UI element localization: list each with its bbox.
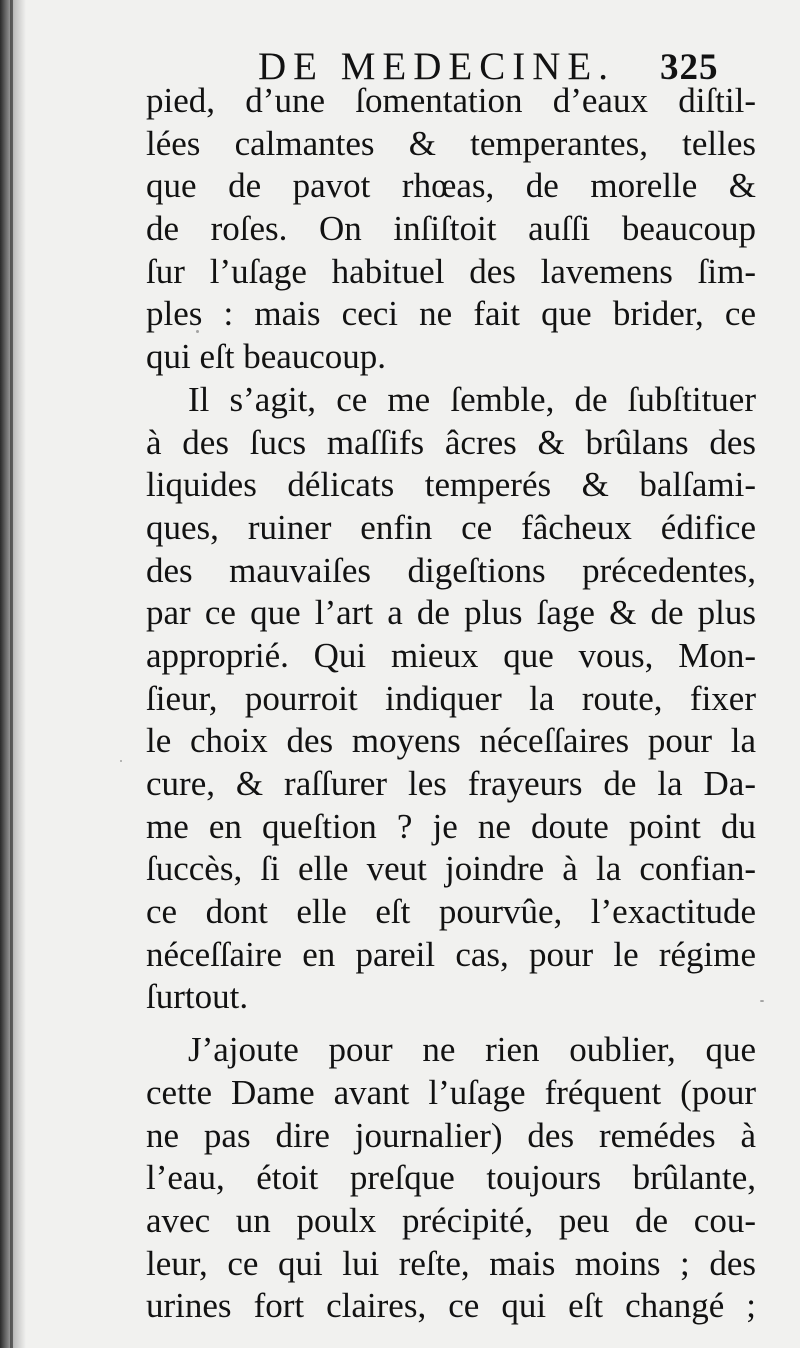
text-line: le choix des moyens néceſſaires pour la	[146, 721, 756, 761]
text-line: qui eſt beaucoup.	[146, 337, 387, 377]
text-line: cure, & raſſurer les frayeurs de la Da-	[146, 764, 756, 803]
text-line: lées calmantes & temperantes, telles	[146, 123, 756, 163]
text-line: ſur l’uſage habituel des lavemens ſim-	[146, 251, 756, 291]
text-line: à des ſucs maſſifs âcres & brûlans des	[146, 422, 756, 462]
text-line: néceſſaire en pareil cas, pour le régime	[146, 934, 756, 974]
text-line: urines fort claires, ce qui eſt changé ;	[146, 1286, 756, 1326]
text-line: pied, d’une ſomentation d’eaux diſtil-	[146, 81, 756, 120]
text-line: de roſes. On inſiſtoit auſſi beaucoup	[146, 209, 756, 249]
text-line: ne pas dire journalier) des remédes à	[146, 1115, 756, 1155]
text-line: que de pavot rhœas, de morelle &	[146, 166, 756, 206]
text-line: ſieur, pourroit indiquer la route, fixer	[146, 678, 756, 718]
text-line: ce dont elle eſt pourvûe, l’exactitude	[146, 892, 756, 932]
text-line: ques, ruiner enfin ce fâcheux édifice	[146, 507, 756, 547]
text-line: l’eau, étoit preſque toujours brûlante,	[146, 1158, 756, 1198]
paper-speck	[760, 1000, 764, 1002]
body-text	[146, 80, 756, 1328]
text-line: ſurtout.	[146, 977, 249, 1017]
text-line: J’ajoute pour ne rien oublier, que	[188, 1030, 756, 1070]
text-line: leur, ce qui lui reſte, mais moins ; des	[146, 1243, 756, 1283]
paper-speck	[120, 760, 122, 762]
text-line: par ce que l’art a de plus ſage & de plus	[146, 593, 756, 633]
text-line: Il s’agit, ce me ſemble, de ſubſtituer	[188, 379, 756, 419]
binding-edge	[10, 0, 13, 1348]
text-line: me en queſtion ? je ne doute point du	[146, 806, 756, 846]
text-line: liquides délicats temperés & balſami-	[146, 465, 756, 505]
text-line: des mauvaiſes digeſtions précedentes,	[146, 550, 756, 590]
running-head: DE MEDECINE.	[258, 45, 615, 88]
text-line: ſuccès, ſi elle veut joindre à la confian-	[146, 849, 756, 889]
text-line: cette Dame avant l’uſage fréquent (pour	[146, 1072, 756, 1112]
page-number: 325	[660, 47, 719, 88]
text-line: approprié. Qui mieux que vous, Mon-	[146, 635, 756, 675]
paragraph-gap	[146, 1019, 756, 1029]
text-line: avec un poulx précipité, peu de cou-	[146, 1200, 756, 1240]
text-line: ples : mais ceci ne fait que brider, ce	[146, 294, 756, 334]
page-gutter-shadow	[0, 0, 26, 1348]
